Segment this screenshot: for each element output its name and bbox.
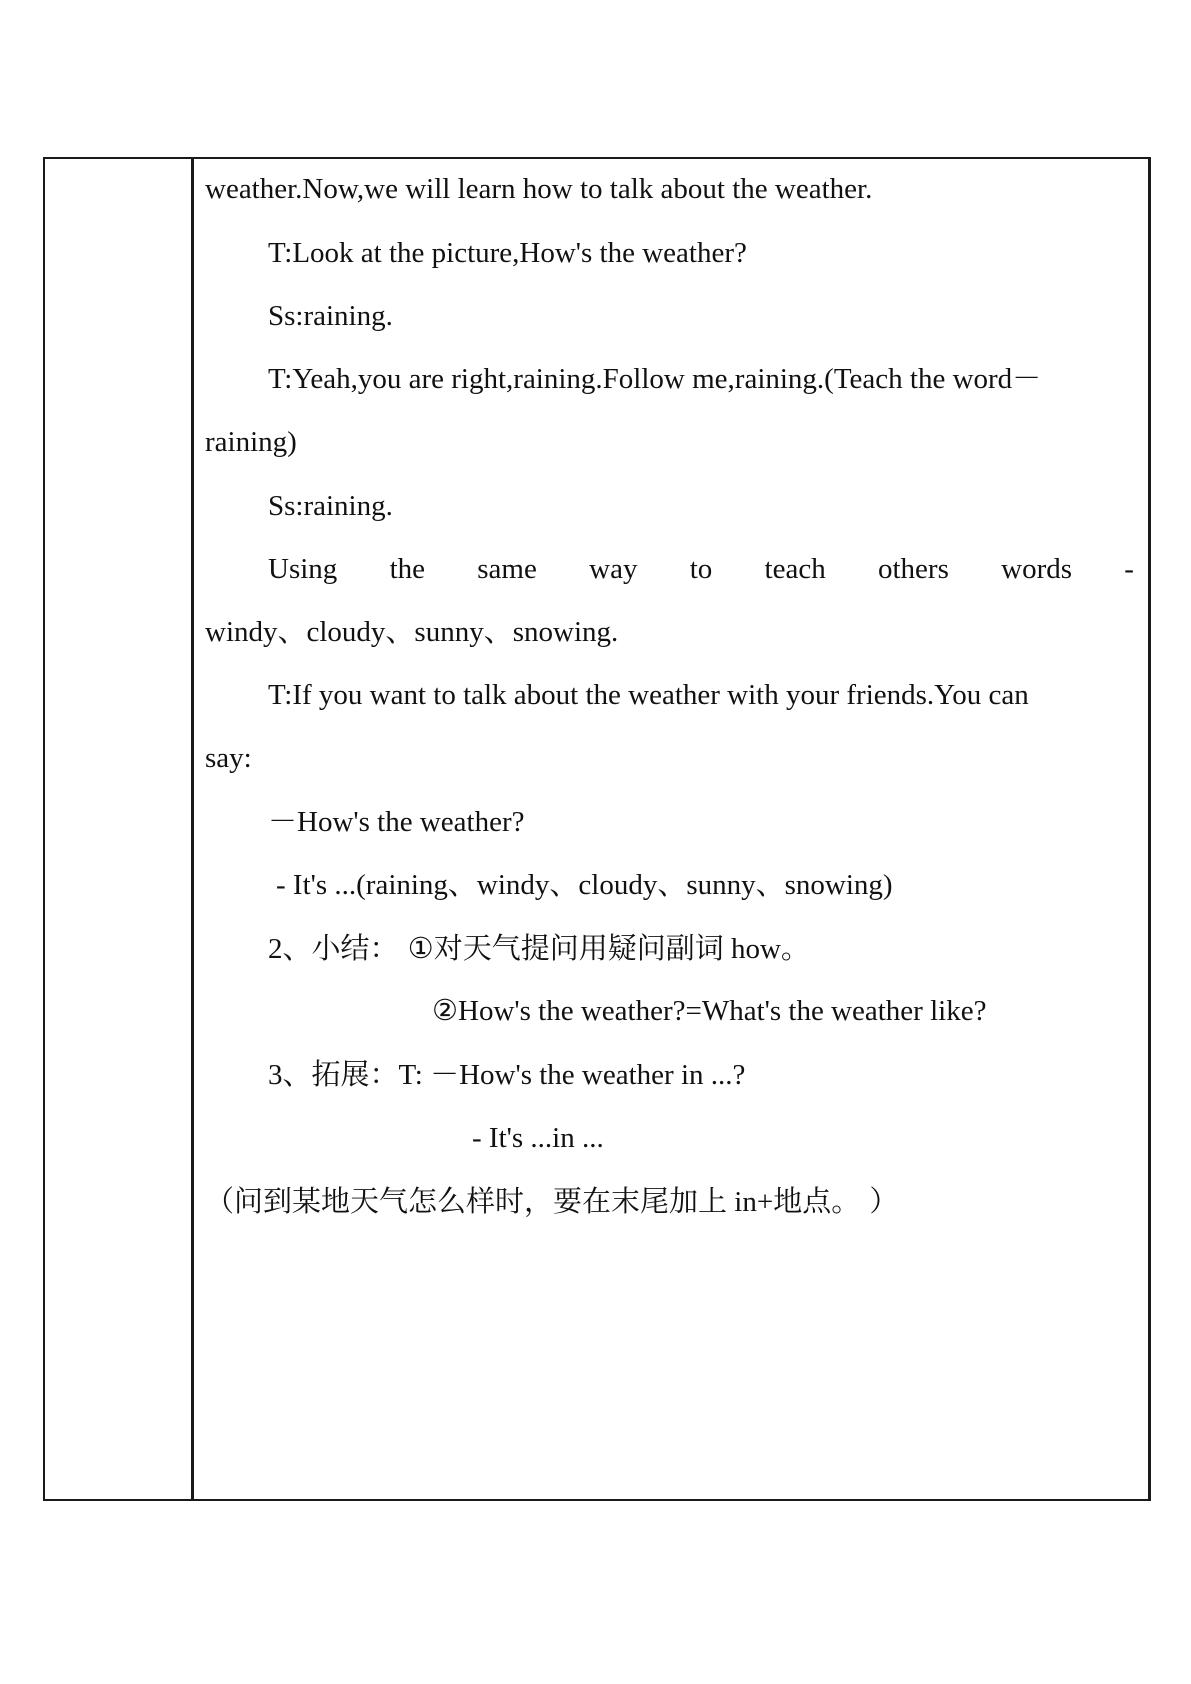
word: Using (268, 553, 338, 585)
text-line-9: T:If you want to talk about the weather with your friends.You can (268, 679, 1029, 711)
table-right-border (1148, 157, 1151, 1501)
text-line-12: - It's ...(raining、windy、cloudy、sunny、snowing) (276, 869, 893, 901)
text-line-7 (268, 552, 1134, 586)
text-line-11: －How's the weather? (268, 806, 525, 838)
word: way (589, 553, 638, 585)
extension-line (268, 1057, 745, 1092)
summary-line (268, 931, 810, 966)
note-latin: in+ (727, 1186, 774, 1218)
extension-chinese: 拓展： (311, 1057, 399, 1091)
text-line-2: T:Look at the picture,How's the weather? (268, 237, 747, 269)
summary-point-2: ②How's the weather?=What's the weather like? (432, 995, 987, 1027)
word: same (477, 553, 537, 585)
summary-suffix: how。 (723, 933, 810, 965)
word: words (1001, 553, 1073, 585)
word: others (877, 553, 949, 585)
extension-answer: - It's ...in ... (472, 1122, 604, 1154)
text-line-1: weather.Now,we will learn how to talk about the weather. (205, 173, 873, 205)
word: teach (764, 553, 826, 585)
column-divider (191, 157, 194, 1501)
word: the (389, 553, 425, 585)
text-line-10: say: (205, 742, 252, 774)
note-chinese-1: （问到某地天气怎么样时，要在末尾加上 (205, 1184, 728, 1218)
text-line-3: Ss:raining. (268, 300, 393, 332)
summary-chinese: 小结： ①对天气提问用疑问副词 (311, 931, 724, 965)
word: - (1124, 553, 1134, 585)
note-chinese-2: 地点。 ） (773, 1184, 899, 1218)
text-line-6: Ss:raining. (268, 490, 393, 522)
extension-number: 3、 (268, 1059, 312, 1091)
extension-suffix: T: －How's the weather in ...? (398, 1059, 746, 1091)
text-line-8: windy、cloudy、sunny、snowing. (205, 616, 619, 648)
text-line-5: raining) (205, 426, 297, 458)
text-line-4: T:Yeah,you are right,raining.Follow me,raining.(Teach the word－ (268, 363, 1042, 395)
word: to (689, 553, 713, 585)
note-line (205, 1184, 898, 1219)
lesson-table (43, 157, 1151, 1501)
summary-number: 2、 (268, 933, 312, 965)
